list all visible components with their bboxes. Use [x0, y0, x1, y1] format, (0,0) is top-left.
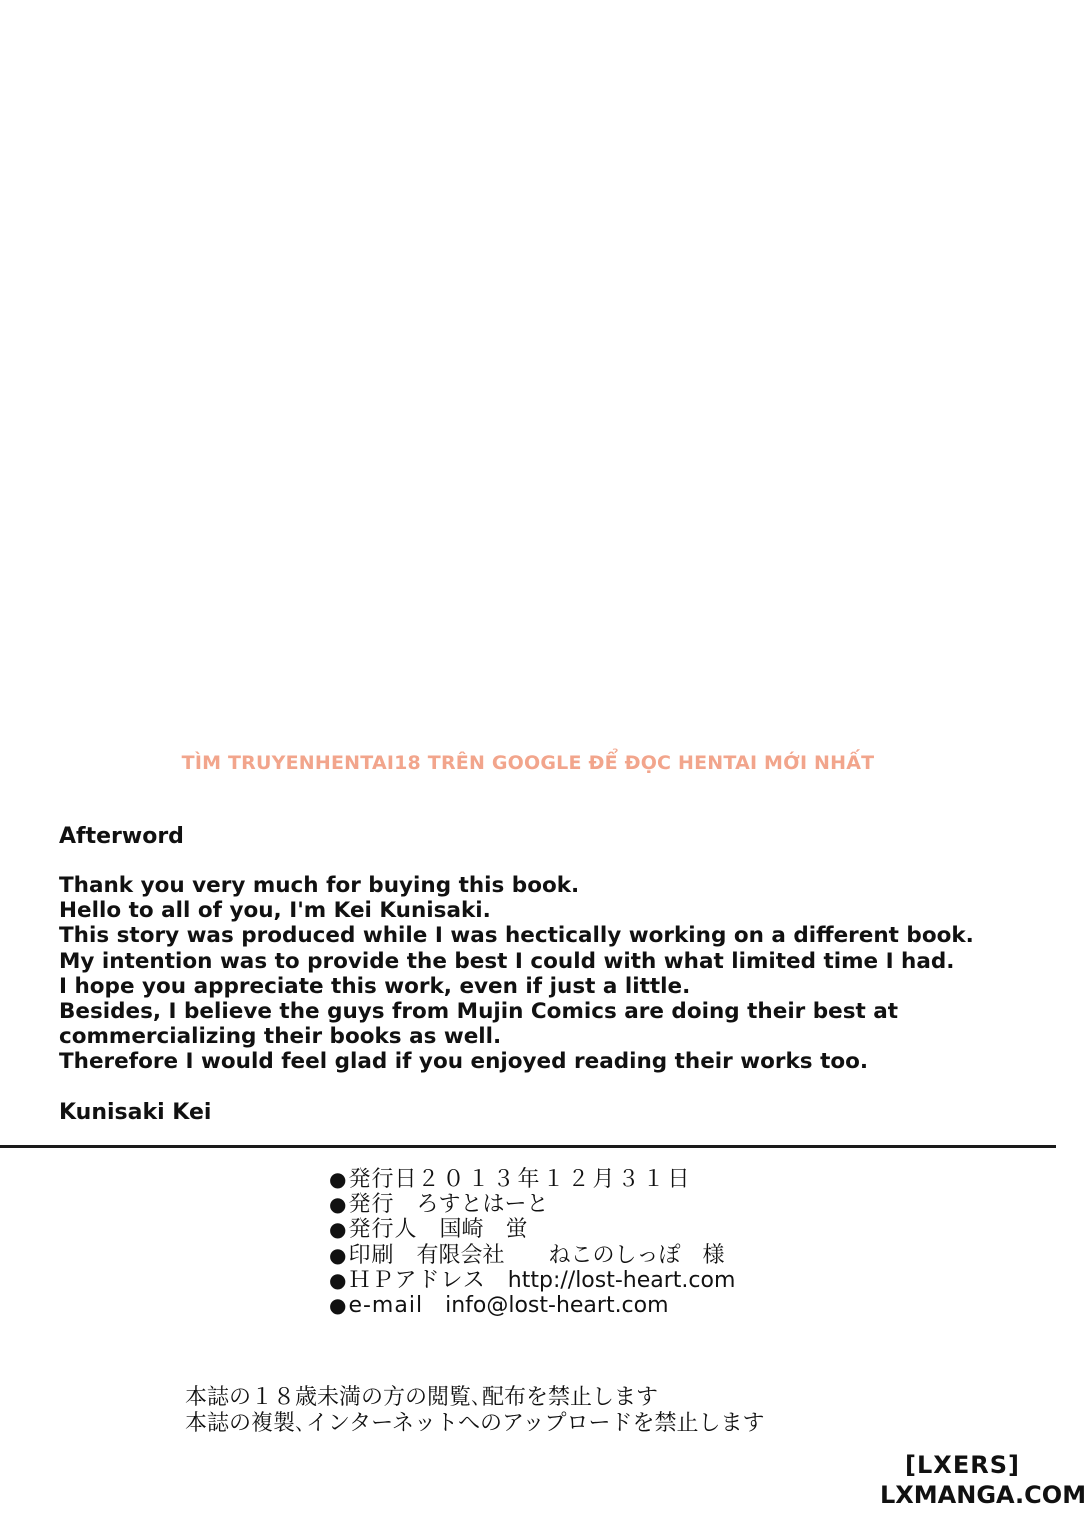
colophon-issuer-label: 発行人 [348, 1217, 418, 1243]
colophon [329, 1167, 735, 1318]
site-logo [880, 1450, 1086, 1510]
notice-line: 本誌の１８歳未満の方の閲覧､配布を禁止します [185, 1385, 659, 1410]
logo-site: LXMANGA.COM [880, 1481, 1086, 1509]
colophon-homepage [329, 1268, 735, 1293]
afterword-line: I hope you appreciate this work, even if just a little. [59, 973, 691, 999]
bullet-icon: ● [329, 1242, 347, 1267]
afterword-line: Besides, I believe the guys from Mujin Comics are doing their best at [59, 999, 899, 1025]
afterword-line: Therefore I would feel glad if you enjoyed reading their works too. [59, 1049, 869, 1075]
colophon-date-value: ２０１３年１２月３１日 [417, 1167, 693, 1192]
colophon-email-label: e-mail [348, 1293, 424, 1319]
watermark-banner: TÌM TRUYENHENTAI18 TRÊN GOOGLE ĐỂ ĐỌC HENTAI MỚI NHẤT [181, 752, 875, 774]
colophon-printer-value: 有限会社 ねこのしっぽ 様 [416, 1242, 725, 1268]
afterword-body [59, 873, 1039, 1075]
legal-notice [185, 1385, 764, 1437]
colophon-date-label: 発行日 [348, 1167, 418, 1192]
afterword-line: Thank you very much for buying this book. [59, 873, 580, 898]
logo-tag: [LXERS] [905, 1451, 1020, 1479]
colophon-printer [329, 1243, 735, 1268]
afterword-line: Hello to all of you, I'm Kei Kunisaki. [59, 898, 491, 924]
afterword-line: This story was produced while I was hectically working on a different book. [59, 923, 974, 949]
bullet-icon: ● [329, 1167, 347, 1191]
colophon-printer-label: 印刷 [348, 1242, 395, 1268]
afterword-line: commercializing their books as well. [59, 1024, 502, 1050]
colophon-issuer [329, 1217, 735, 1242]
afterword-line: My intention was to provide the best I could with what limited time I had. [59, 948, 955, 974]
colophon-publisher [329, 1192, 735, 1217]
bullet-icon: ● [329, 1217, 347, 1242]
colophon-date [329, 1167, 735, 1192]
colophon-publisher-value: ろすとはーと [416, 1192, 549, 1218]
bullet-icon: ● [329, 1293, 347, 1318]
colophon-email [329, 1293, 735, 1318]
colophon-issuer-value: 国崎 蛍 [439, 1217, 528, 1243]
notice-line: 本誌の複製､インターネットへのアップロードを禁止します [185, 1411, 765, 1436]
bullet-icon: ● [329, 1192, 347, 1217]
colophon-homepage-label: ＨＰアドレス [348, 1267, 486, 1293]
author-signature: Kunisaki Kei [59, 1100, 212, 1125]
colophon-email-value: info@lost-heart.com [445, 1293, 669, 1319]
afterword-title: Afterword [59, 824, 184, 849]
bullet-icon: ● [329, 1267, 347, 1292]
section-divider [0, 1145, 1056, 1148]
colophon-publisher-label: 発行 [348, 1192, 395, 1218]
colophon-homepage-value: http://lost-heart.com [507, 1267, 736, 1293]
